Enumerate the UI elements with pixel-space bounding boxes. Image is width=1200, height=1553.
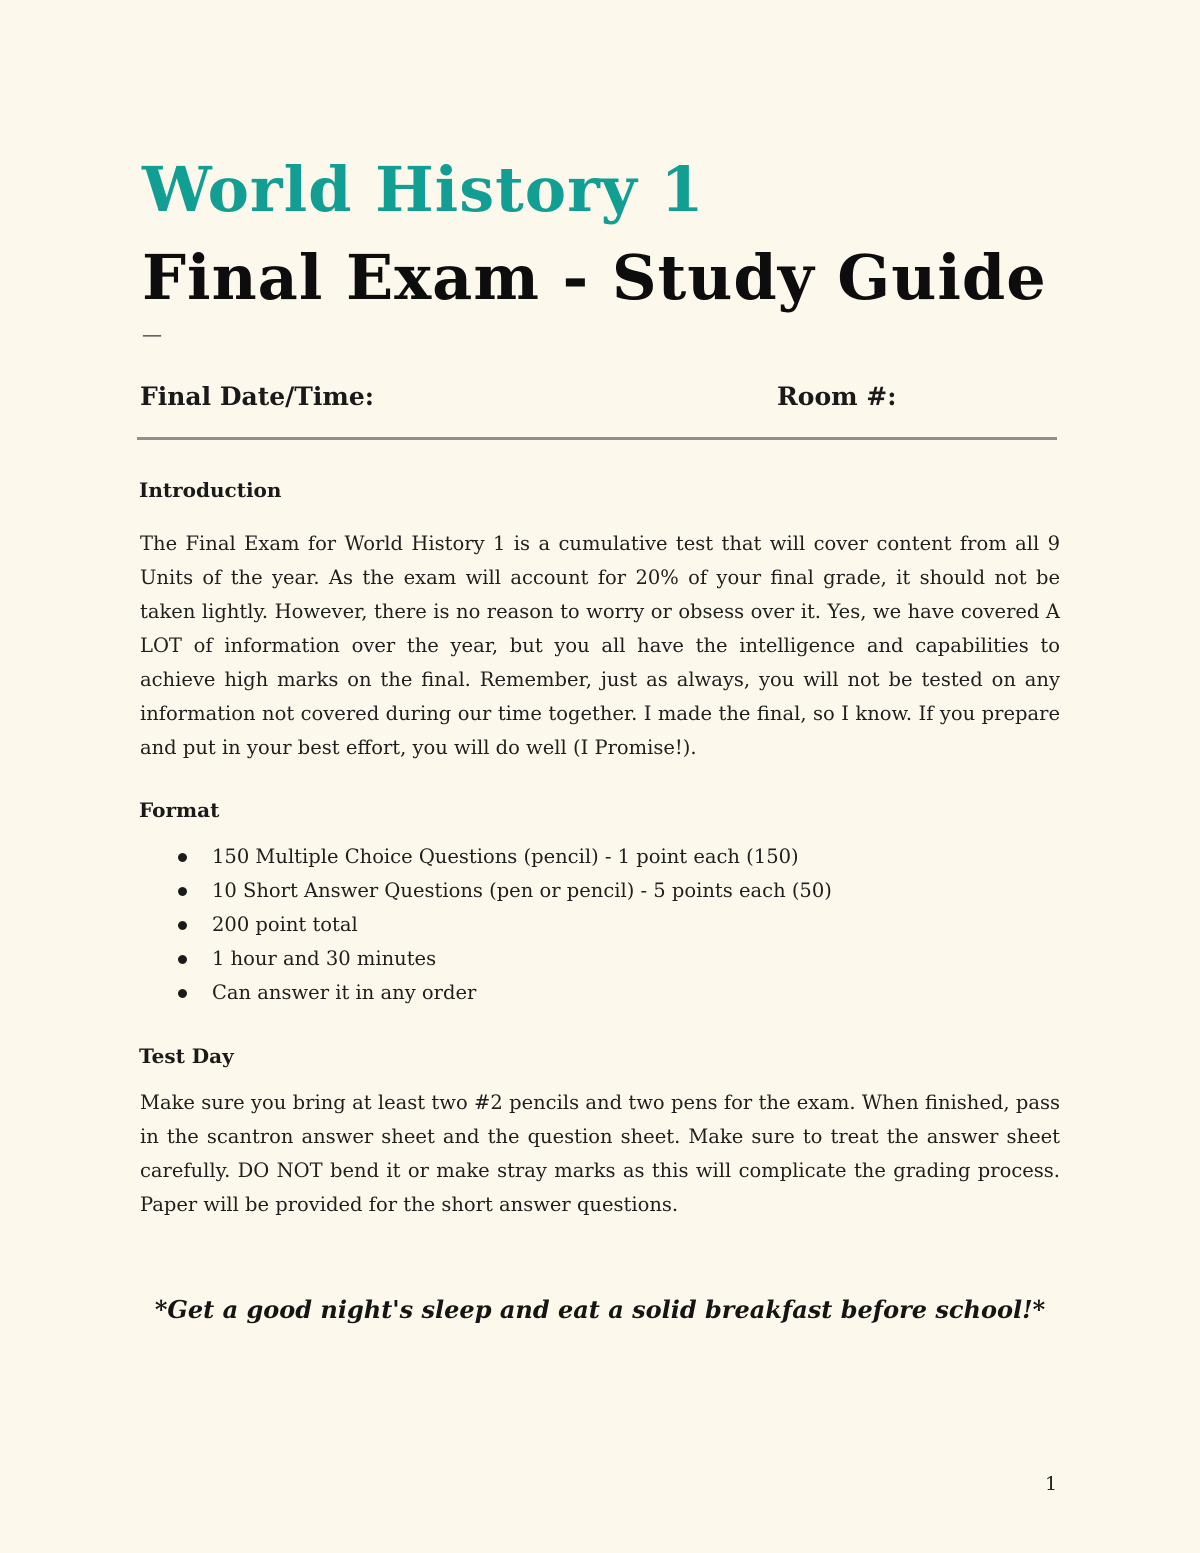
format-heading: Format bbox=[139, 798, 220, 822]
closing-note: *Get a good night's sleep and eat a solid breakfast before school!* bbox=[154, 1295, 1046, 1324]
list-item-text: 200 point total bbox=[212, 913, 358, 936]
list-item-text: 10 Short Answer Questions (pen or pencil) - 5 points each (50) bbox=[212, 879, 832, 902]
introduction-paragraph: The Final Exam for World History 1 is a cumulative test that will cover content from all 9 Units of the year. As the exam will account for 20% of your final grade, it should not be taken lightly. However, there is no reason to worry or obsess over it. Yes, we have covered A LOT of information over the year, but you all have the intelligence and capabilities to achieve high marks on the final. Remember, just as always, you will not be tested on any information not covered during our time together. I made the final, so I know. If you prepare and put in your best effort, you will do well (I Promise!). bbox=[140, 532, 1060, 759]
list-item bbox=[140, 976, 832, 1010]
final-date-label: Final Date/Time: bbox=[140, 382, 374, 411]
room-number-label: Room #: bbox=[777, 382, 897, 411]
test-day-heading: Test Day bbox=[139, 1044, 234, 1068]
list-item-text: 1 hour and 30 minutes bbox=[212, 947, 437, 970]
test-day-paragraph: Make sure you bring at least two #2 pencils and two pens for the exam. When finished, pass in the scantron answer sheet and the question sheet. Make sure to treat the answer sheet carefully. DO NOT bend it or make stray marks as this will complicate the grading process. Paper will be provided for the short answer questions. bbox=[140, 1091, 1060, 1216]
bullet-icon bbox=[178, 853, 187, 862]
list-item bbox=[140, 874, 832, 908]
list-item-text: 150 Multiple Choice Questions (pencil) - 1 point each (150) bbox=[212, 845, 799, 868]
bullet-icon bbox=[178, 887, 187, 896]
introduction-heading: Introduction bbox=[139, 478, 282, 502]
list-item bbox=[140, 908, 832, 942]
list-item bbox=[140, 942, 832, 976]
horizontal-divider bbox=[137, 437, 1057, 440]
document-subtitle: Final Exam - Study Guide bbox=[142, 241, 1047, 314]
format-list bbox=[140, 840, 832, 1010]
bullet-icon bbox=[178, 921, 187, 930]
document-title: World History 1 bbox=[142, 153, 705, 226]
list-item bbox=[140, 840, 832, 874]
bullet-icon bbox=[178, 989, 187, 998]
bullet-icon bbox=[178, 955, 187, 964]
title-dash: — bbox=[142, 322, 162, 346]
page-number: 1 bbox=[1045, 1473, 1058, 1495]
list-item-text: Can answer it in any order bbox=[212, 981, 477, 1004]
